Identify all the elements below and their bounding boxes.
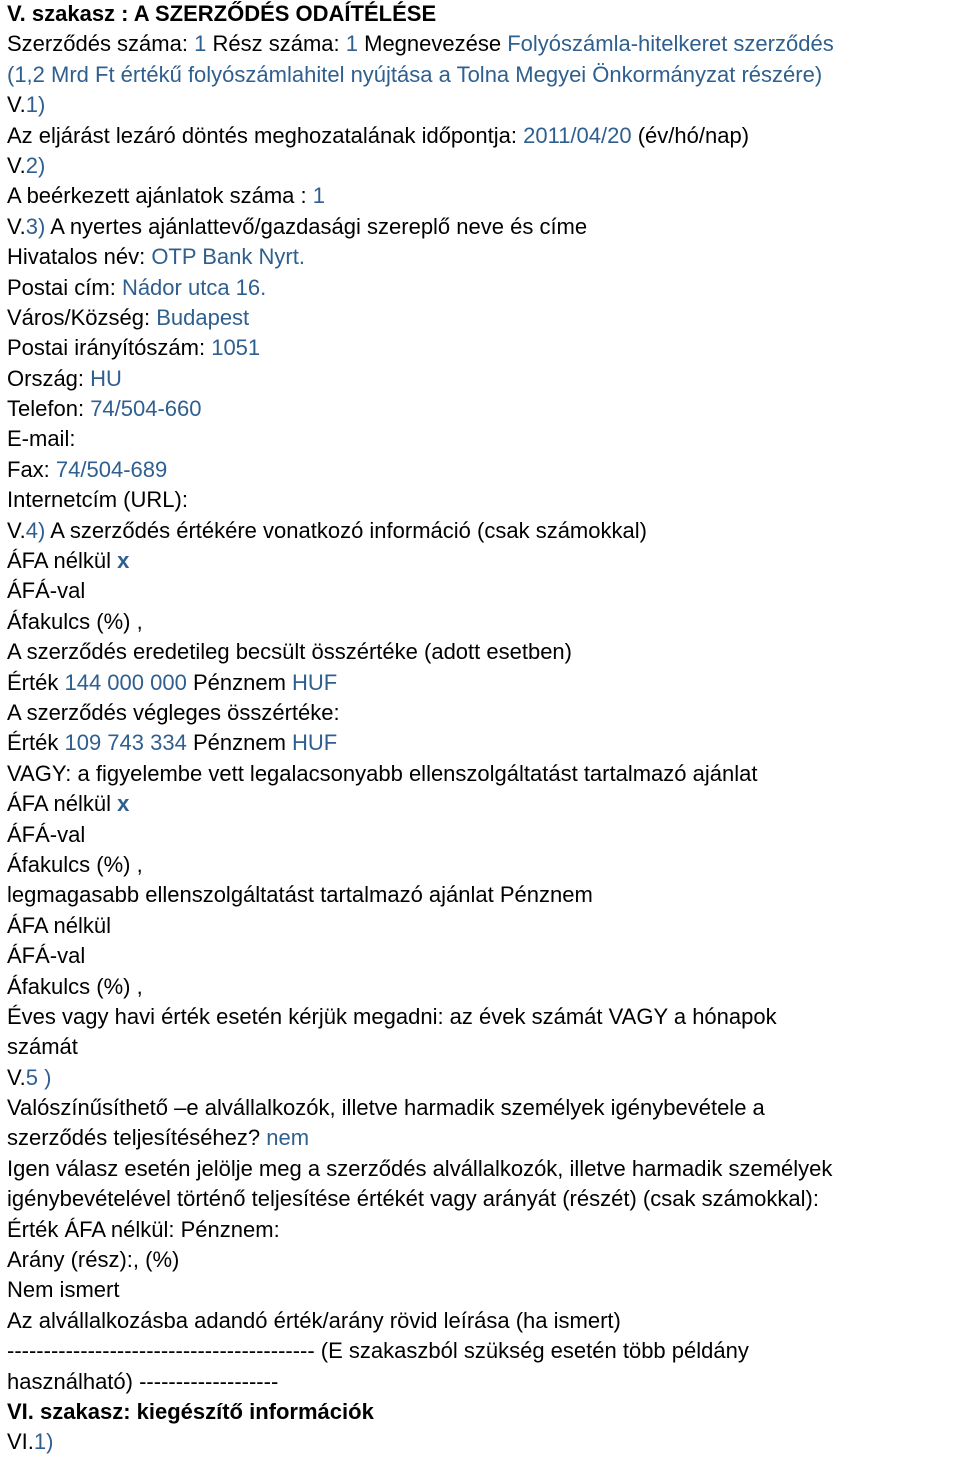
winner-zip: 1051 xyxy=(211,335,261,361)
v1-number: V.1) xyxy=(7,92,46,118)
annual-line-b: számát xyxy=(7,1034,78,1060)
final-value-title: A szerződés végleges összértéke: xyxy=(7,699,340,725)
ratio-line: Arány (rész):, (%) xyxy=(7,1247,180,1273)
annual-line-a: Éves vagy havi érték esetén kérjük megadni: az évek számát VAGY a hónapok xyxy=(7,1003,777,1029)
contract-name: Folyószámla-hitelkeret szerződés xyxy=(507,31,834,57)
subcontract-answer: nem xyxy=(266,1125,310,1151)
value-vat-line: Érték ÁFA nélkül: Pénznem: xyxy=(7,1216,280,1242)
winner-country-line: Ország: HU xyxy=(7,365,122,391)
lowest-offer-line: VAGY: a figyelembe vett legalacsonyabb ellenszolgáltatást tartalmazó ajánlat xyxy=(7,760,758,786)
lowest-vat-excluded-line: ÁFA nélkül x xyxy=(7,791,130,817)
contract-line xyxy=(7,29,957,59)
decision-date-line xyxy=(7,121,957,151)
estimated-currency: HUF xyxy=(292,669,338,695)
part-number-label: Rész száma: xyxy=(212,31,340,57)
contract-number: 1 xyxy=(194,31,207,57)
contract-name-continued: (1,2 Mrd Ft értékű folyószámlahitel nyújtása a Tolna Megyei Önkormányzat részére) xyxy=(7,61,823,87)
vat-excluded-line: ÁFA nélkül x xyxy=(7,548,130,574)
winner-fax-line: Fax: 74/504-689 xyxy=(7,456,168,482)
highest-vat-excluded-line: ÁFA nélkül xyxy=(7,912,111,938)
highest-offer-line: legmagasabb ellenszolgáltatást tartalmazó ajánlat Pénznem xyxy=(7,882,593,908)
decision-date: 2011/04/20 xyxy=(523,122,632,148)
contract-number-label: Szerződés száma: xyxy=(7,31,188,57)
winner-name: OTP Bank Nyrt. xyxy=(151,244,305,270)
subcontract-question-b: szerződés teljesítéséhez? nem xyxy=(7,1125,310,1151)
v4-line: V.4) A szerződés értékére vonatkozó információ (csak számokkal) xyxy=(7,517,647,543)
estimated-value-line: Érték 144 000 000 Pénznem HUF xyxy=(7,669,338,695)
final-value-line: Érték 109 743 334 Pénznem HUF xyxy=(7,730,338,756)
unknown-line: Nem ismert xyxy=(7,1277,120,1303)
bids-count-line xyxy=(7,181,957,211)
winner-url-line: Internetcím (URL): xyxy=(7,487,188,513)
winner-zip-line: Postai irányítószám: 1051 xyxy=(7,335,261,361)
winner-phone-line: Telefon: 74/504-660 xyxy=(7,396,202,422)
dash-line-a: ------------------------------------------ (E szakaszból szükség esetén több példány xyxy=(7,1338,749,1364)
winner-country: HU xyxy=(90,365,122,391)
lowest-vat-included-line: ÁFÁ-val xyxy=(7,821,86,847)
v2-number: V.2) xyxy=(7,152,46,178)
vat-excluded-mark: x xyxy=(117,548,130,574)
section-6-heading: VI. szakasz: kiegészítő információk xyxy=(7,1398,374,1424)
highest-vat-rate-line: Áfakulcs (%) , xyxy=(7,973,143,999)
short-description-line: Az alvállalkozásba adandó érték/arány rövid leírása (ha ismert) xyxy=(7,1307,621,1333)
vat-included-line: ÁFÁ-val xyxy=(7,578,86,604)
winner-title: A nyertes ajánlattevő/gazdasági szereplő neve és címe xyxy=(50,213,588,239)
winner-name-line: Hivatalos név: OTP Bank Nyrt. xyxy=(7,244,305,270)
estimated-value-title: A szerződés eredetileg becsült összértéke (adott esetben) xyxy=(7,639,572,665)
decision-date-label: Az eljárást lezáró döntés meghozatalának időpontja: xyxy=(7,122,517,148)
date-format: (év/hó/nap) xyxy=(637,122,750,148)
subcontract-question-a: Valószínűsíthető –e alvállalkozók, illetve harmadik személyek igénybevétele a xyxy=(7,1095,765,1121)
yes-answer-line-b: igénybevételével történő teljesítése értékét vagy arányát (részét) (csak számokkal): xyxy=(7,1186,819,1212)
v3-line: V.3) A nyertes ajánlattevő/gazdasági szereplő neve és címe xyxy=(7,213,588,239)
vat-rate-line: Áfakulcs (%) , xyxy=(7,608,143,634)
final-value: 109 743 334 xyxy=(64,730,187,756)
final-currency: HUF xyxy=(292,730,338,756)
winner-phone: 74/504-660 xyxy=(90,396,202,422)
section-5-heading: V. szakasz : A SZERZŐDÉS ODAÍTÉLÉSE xyxy=(7,1,437,26)
lowest-vat-excluded-mark: x xyxy=(117,791,130,817)
bids-count: 1 xyxy=(312,183,325,209)
bids-count-label: A beérkezett ajánlatok száma : xyxy=(7,183,307,209)
yes-answer-line-a: Igen válasz esetén jelölje meg a szerződés alvállalkozók, illetve harmadik személyek xyxy=(7,1155,833,1181)
dash-line-b: használható) ------------------- xyxy=(7,1368,279,1394)
winner-city-line: Város/Község: Budapest xyxy=(7,304,250,330)
estimated-value: 144 000 000 xyxy=(64,669,187,695)
lowest-vat-rate-line: Áfakulcs (%) , xyxy=(7,851,143,877)
winner-address-line: Postai cím: Nádor utca 16. xyxy=(7,274,267,300)
contract-name-label: Megnevezése xyxy=(364,31,502,57)
highest-vat-included-line: ÁFÁ-val xyxy=(7,943,86,969)
value-info-title: A szerződés értékére vonatkozó információ (csak számokkal) xyxy=(50,517,647,543)
winner-email-line: E-mail: xyxy=(7,426,76,452)
winner-address: Nádor utca 16. xyxy=(121,274,267,300)
winner-fax: 74/504-689 xyxy=(55,456,168,482)
vi1-number: VI.1) xyxy=(7,1429,54,1455)
part-number: 1 xyxy=(345,31,358,57)
winner-city: Budapest xyxy=(156,304,250,330)
v5-number: V.5 ) xyxy=(7,1064,52,1090)
